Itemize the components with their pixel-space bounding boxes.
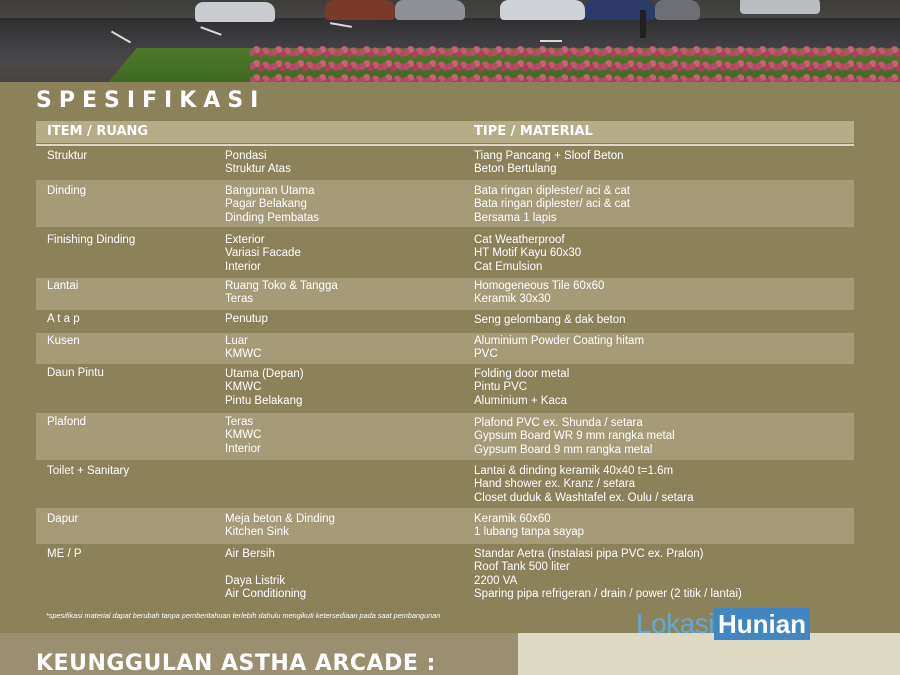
- item-cell: ME / P: [47, 548, 82, 560]
- car: [500, 0, 585, 20]
- sub-item-cell: Meja beton & Dinding Kitchen Sink: [225, 513, 335, 539]
- sub-item-cell: Pondasi Struktur Atas: [225, 150, 291, 176]
- table-header: [36, 121, 854, 143]
- table-row: [36, 545, 854, 605]
- section-title: SPESIFIKASI: [36, 88, 266, 113]
- material-cell: Homogeneous Tile 60x60 Keramik 30x30: [474, 280, 605, 306]
- header-material: TIPE / MATERIAL: [474, 124, 593, 139]
- item-cell: Daun Pintu: [47, 367, 104, 379]
- sub-item-cell: Exterior Variasi Facade Interior: [225, 234, 301, 273]
- table-row: [36, 148, 854, 178]
- material-cell: Seng gelombang & dak beton: [474, 314, 626, 326]
- table-row: [36, 333, 854, 364]
- sub-item-cell: Luar KMWC: [225, 335, 262, 361]
- table-row: [36, 180, 854, 227]
- table-row: [36, 229, 854, 276]
- item-cell: Plafond: [47, 416, 87, 428]
- header-divider: [36, 144, 854, 146]
- watermark-part1: Lokasi: [636, 608, 714, 639]
- car: [195, 2, 275, 22]
- item-cell: A t a p: [47, 313, 80, 325]
- table-row: [36, 278, 854, 310]
- material-cell: Plafond PVC ex. Shunda / setara Gypsum Board WR 9 mm rangka metal Gypsum Board 9 mm rangka metal: [474, 417, 675, 456]
- table-row: [36, 462, 854, 507]
- item-cell: Dapur: [47, 513, 79, 525]
- watermark-logo: [636, 608, 810, 640]
- car: [325, 0, 395, 20]
- table-row: [36, 312, 854, 332]
- parking-line: [540, 40, 562, 42]
- table-row: [36, 366, 854, 411]
- car: [655, 0, 700, 20]
- sub-item-cell: Ruang Toko & Tangga Teras: [225, 280, 338, 306]
- flower-bed: [250, 44, 900, 82]
- material-cell: Aluminium Powder Coating hitam PVC: [474, 335, 645, 361]
- item-cell: Finishing Dinding: [47, 234, 136, 246]
- sub-item-cell: Air Bersih Daya Listrik Air Conditioning: [225, 548, 307, 600]
- item-cell: Kusen: [47, 335, 80, 347]
- watermark-part2: Hunian: [714, 608, 810, 640]
- item-cell: Lantai: [47, 280, 79, 292]
- material-cell: Tiang Pancang + Sloof Beton Beton Bertulang: [474, 150, 624, 176]
- sub-item-cell: Utama (Depan) KMWC Pintu Belakang: [225, 368, 304, 407]
- lamp-post: [640, 10, 646, 38]
- material-cell: Folding door metal Pintu PVC Aluminium + Kaca: [474, 368, 570, 407]
- item-cell: Toilet + Sanitary: [47, 465, 130, 477]
- material-cell: Lantai & dinding keramik 40x40 t=1.6m Hand shower ex. Kranz / setara Closet duduk & Washtafel ex. Oulu / setara: [474, 465, 694, 504]
- header-item: ITEM / RUANG: [47, 124, 149, 139]
- item-cell: Dinding: [47, 185, 86, 197]
- material-cell: Keramik 60x60 1 lubang tanpa sayap: [474, 513, 584, 539]
- item-cell: Struktur: [47, 150, 88, 162]
- footnote: *spesifikasi material dapat berubah tanpa pemberitahuan terlebih dahulu mengikuti ketersediaan pada saat pembangunan: [46, 611, 441, 620]
- sub-item-cell: Penutup: [225, 313, 268, 325]
- material-cell: Standar Aetra (instalasi pipa PVC ex. Pralon) Roof Tank 500 liter 2200 VA Sparing pipa refrigeran / drain / power (2 titik / lantai): [474, 548, 742, 600]
- material-cell: Cat Weatherproof HT Motif Kayu 60x30 Cat Emulsion: [474, 234, 582, 273]
- bottom-title: KEUNGGULAN ASTHA ARCADE :: [36, 651, 436, 675]
- material-cell: Bata ringan diplester/ aci & cat Bata ringan diplester/ aci & cat Bersama 1 lapis: [474, 185, 630, 224]
- sub-item-cell: Bangunan Utama Pagar Belakang Dinding Pembatas: [225, 185, 319, 224]
- hero-photo: [0, 0, 900, 82]
- table-row: [36, 413, 854, 460]
- table-row: [36, 508, 854, 544]
- sub-item-cell: Teras KMWC Interior: [225, 416, 262, 455]
- car: [740, 0, 820, 14]
- car: [395, 0, 465, 20]
